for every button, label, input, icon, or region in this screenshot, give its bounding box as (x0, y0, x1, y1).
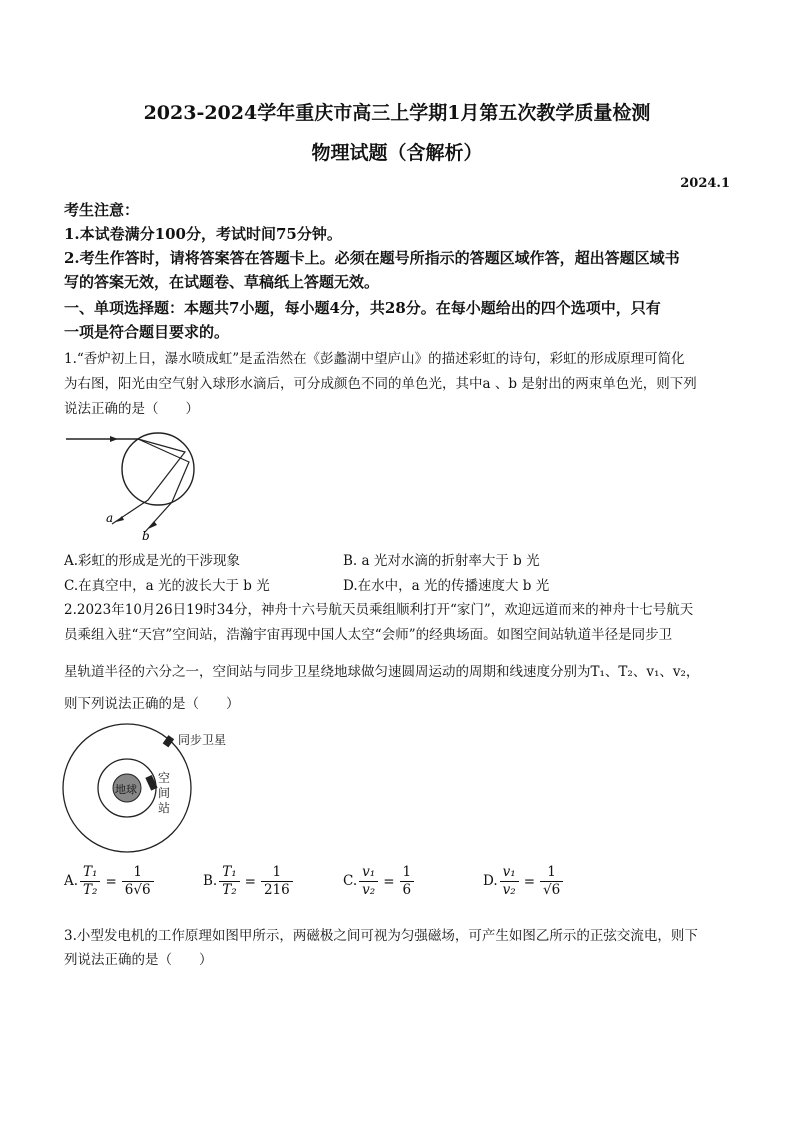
station-label-3: 站 (158, 801, 171, 815)
notice-heading: 考生注意： (64, 201, 140, 219)
exam-date: 2024.1 (680, 176, 730, 191)
notice-line-2a: 2.考生作答时，请将答案答在答题卡上。必须在题号所指示的答题区域作答，超出答题区域书 (64, 249, 680, 267)
q2-option-d: D. $\frac{\text{v₁}}{\text{v₂}}$ = $\frac{1}{√6}$ (483, 864, 565, 899)
sync-satellite-label: 同步卫星 (178, 733, 227, 747)
section-heading-b: 一项是符合题目要求的。 (64, 323, 230, 341)
q1-option-b: B. a 光对水滴的折射率大于 b 光 (343, 553, 540, 569)
sync-satellite-icon (163, 735, 174, 747)
q2-line-3: 星轨道半径的六分之一，空间站与同步卫星绕地球做匀速圆周运动的周期和线速度分别为T₁、T₂、v₁、v₂， (64, 664, 700, 680)
station-label-2: 间 (158, 786, 171, 800)
q2-line-4: 则下列说法正确的是（ ） (64, 696, 240, 712)
q1-line-1: 1.“香炉初上日，瀑水喷成虹”是孟浩然在《彭蠡湖中望庐山》的描述彩虹的诗句，彩虹的形成原理可简化 (64, 351, 685, 367)
q1-line-3: 说法正确的是（ ） (64, 401, 199, 417)
ray-a-path (112, 439, 185, 524)
label-a: a (106, 511, 114, 525)
q1-line-2: 为右图，阳光由空气射入球形水滴后，可分成颜色不同的单色光，其中a 、b 是射出的两束单色光，则下列 (64, 376, 697, 392)
ray-b-path (138, 439, 189, 532)
earth-label: 地球 (115, 783, 137, 796)
raindrop-circle (122, 433, 194, 505)
q2-option-a: A. $\frac{\text{T₁}}{\text{T₂}}$ = $\frac{1}{6√6}$ (64, 864, 156, 899)
q1-option-a: A.彩虹的形成是光的干涉现象 (64, 553, 241, 569)
orbit-figure (60, 718, 250, 868)
q3-line-1: 3.小型发电机的工作原理如图甲所示，两磁极之间可视为匀强磁场，可产生如图乙所示的正弦交流电，则下 (64, 928, 698, 944)
raindrop-figure (62, 420, 202, 545)
notice-line-2b: 写的答案无效，在试题卷、草稿纸上答题无效。 (64, 273, 380, 291)
q1-option-c: C.在真空中，a 光的波长大于 b 光 (64, 578, 270, 594)
q2-line-1: 2.2023年10月26日19时34分，神舟十六号航天员乘组顺利打开“家门”，欢迎远道而来的神舟十七号航天 (64, 602, 694, 618)
ray-b-arrow (148, 521, 157, 529)
station-label-1: 空 (158, 771, 171, 785)
incident-arrow (110, 436, 118, 442)
section-heading-a: 一、单项选择题：本题共7小题，每小题4分，共28分。在每小题给出的四个选项中，只有 (64, 299, 661, 317)
exam-title: 2023-2024学年重庆市高三上学期1月第五次教学质量检测 (143, 102, 651, 124)
q2-option-c: C. $\frac{\text{v₁}}{\text{v₂}}$ = $\frac{1}{6}$ (343, 864, 416, 899)
exam-subtitle: 物理试题（含解析） (311, 142, 483, 164)
q3-line-2: 列说法正确的是（ ） (64, 952, 213, 968)
q1-option-d: D.在水中，a 光的传播速度大 b 光 (343, 578, 550, 594)
q2-line-2: 员乘组入驻“天宫”空间站，浩瀚宇宙再现中国人太空“会师”的经典场面。如图空间站轨道半径是同步卫 (64, 627, 673, 643)
label-b: b (142, 529, 150, 543)
q2-option-b: B. $\frac{\text{T₁}}{\text{T₂}}$ = $\frac{1}{216}$ (203, 864, 295, 899)
notice-line-1: 1.本试卷满分100分，考试时间75分钟。 (64, 225, 342, 243)
